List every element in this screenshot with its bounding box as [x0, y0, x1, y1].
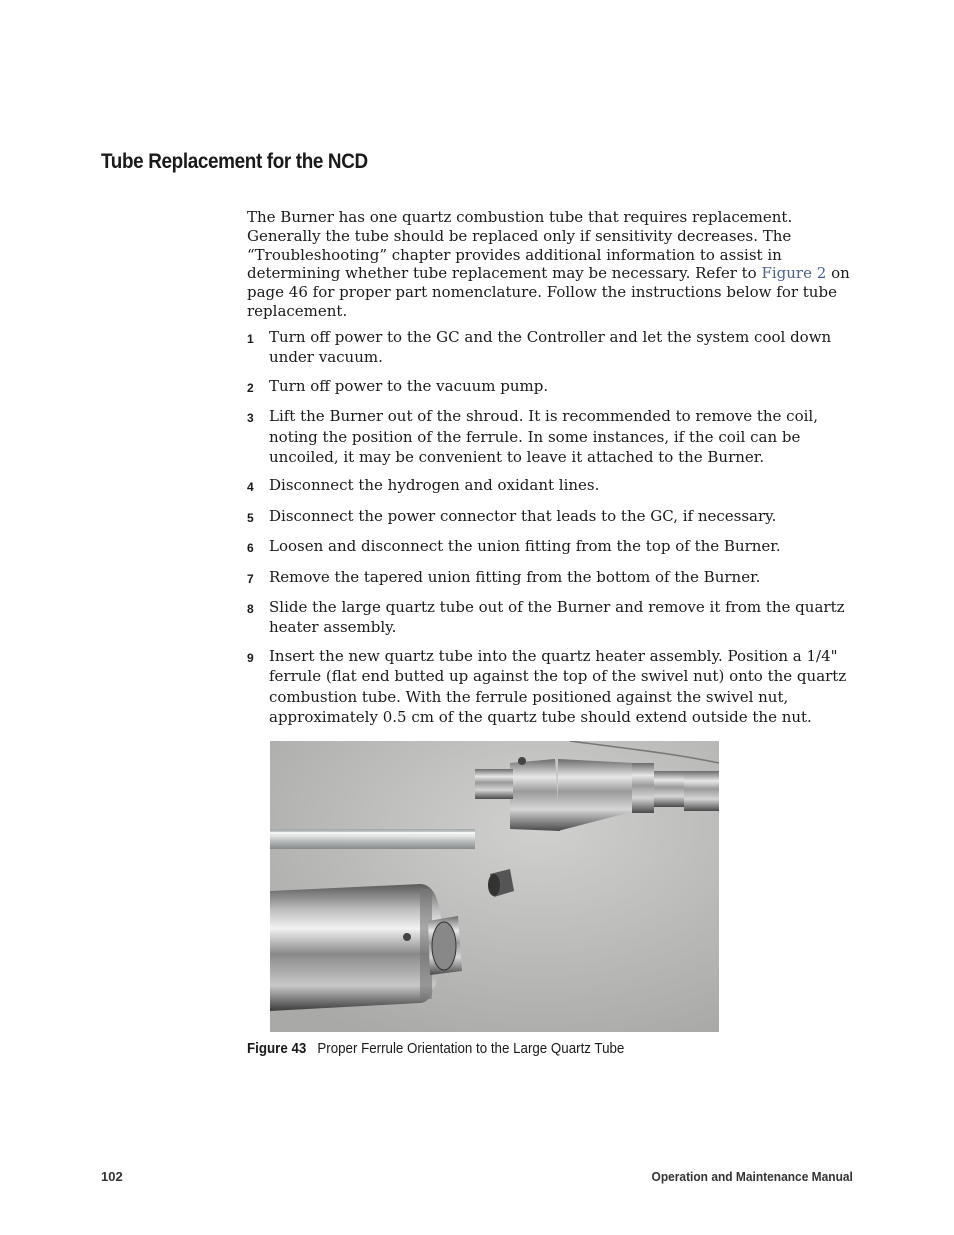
step-item [247, 376, 857, 398]
step-item [247, 597, 857, 638]
step-text: Lift the Burner out of the shroud. It is recommended to remove the coil, noting the position of the ferrule. In some instances, if the coil can be uncoiled, it may be convenient to leave it attached to the Burner. [269, 407, 818, 467]
figure-caption-text: Proper Ferrule Orientation to the Large Quartz Tube [317, 1041, 625, 1057]
ferrule-tube-photo [270, 741, 719, 1032]
step-number: 2 [247, 380, 254, 395]
step-text: Turn off power to the GC and the Controller and let the system cool down under vacuum. [269, 328, 832, 367]
step-text: Disconnect the power connector that leads to the GC, if necessary. [269, 506, 777, 525]
figure-caption [247, 1041, 624, 1057]
step-text: Insert the new quartz tube into the quartz heater assembly. Position a 1/4" ferrule (flat end butted up against the top of the swivel nut) onto the quartz combustion tube. With the ferrule positioned against the swivel nut, approximately 0.5 cm of the quartz tube should extend outside the nut. [269, 646, 847, 727]
step-number: 5 [247, 510, 254, 525]
step-item [247, 506, 857, 528]
step-text: Loosen and disconnect the union fitting from the top of the Burner. [269, 537, 781, 556]
step-number: 4 [247, 480, 254, 495]
step-number: 8 [247, 602, 254, 617]
intro-paragraph [247, 208, 857, 321]
section-title: Tube Replacement for the NCD [101, 150, 368, 173]
step-item [247, 646, 857, 728]
step-item [247, 406, 857, 467]
step-item [247, 536, 857, 558]
step-number: 9 [247, 650, 254, 665]
step-text: Remove the tapered union fitting from the bottom of the Burner. [269, 567, 761, 586]
step-number: 7 [247, 571, 254, 586]
step-text: Slide the large quartz tube out of the Burner and remove it from the quartz heater assembly. [269, 598, 845, 637]
step-number: 1 [247, 332, 254, 346]
page-number: 102 [101, 1169, 123, 1184]
step-number: 3 [247, 411, 254, 426]
step-text: Disconnect the hydrogen and oxidant lines. [269, 476, 600, 495]
manual-title: Operation and Maintenance Manual [651, 1169, 853, 1184]
step-item [247, 567, 857, 589]
figure-2-link[interactable]: Figure 2 [761, 264, 827, 283]
intro-text-continued: on page 46 for proper part nomenclature. Follow the instructions below for tube replacement. [247, 264, 850, 320]
figure-label: Figure 43 [247, 1041, 307, 1057]
figure-photo [270, 741, 719, 1032]
step-number: 6 [247, 541, 254, 556]
step-item [247, 475, 857, 497]
procedure-steps [247, 327, 857, 736]
step-text: Turn off power to the vacuum pump. [269, 376, 549, 395]
step-item [247, 327, 857, 368]
intro-text: The Burner has one quartz combustion tube that requires replacement. Generally the tube should be replaced only if sensitivity decreases. The “Troubleshooting” chapter provides additional information to assist in determining whether tube replacement may be necessary. Refer to [247, 208, 793, 283]
